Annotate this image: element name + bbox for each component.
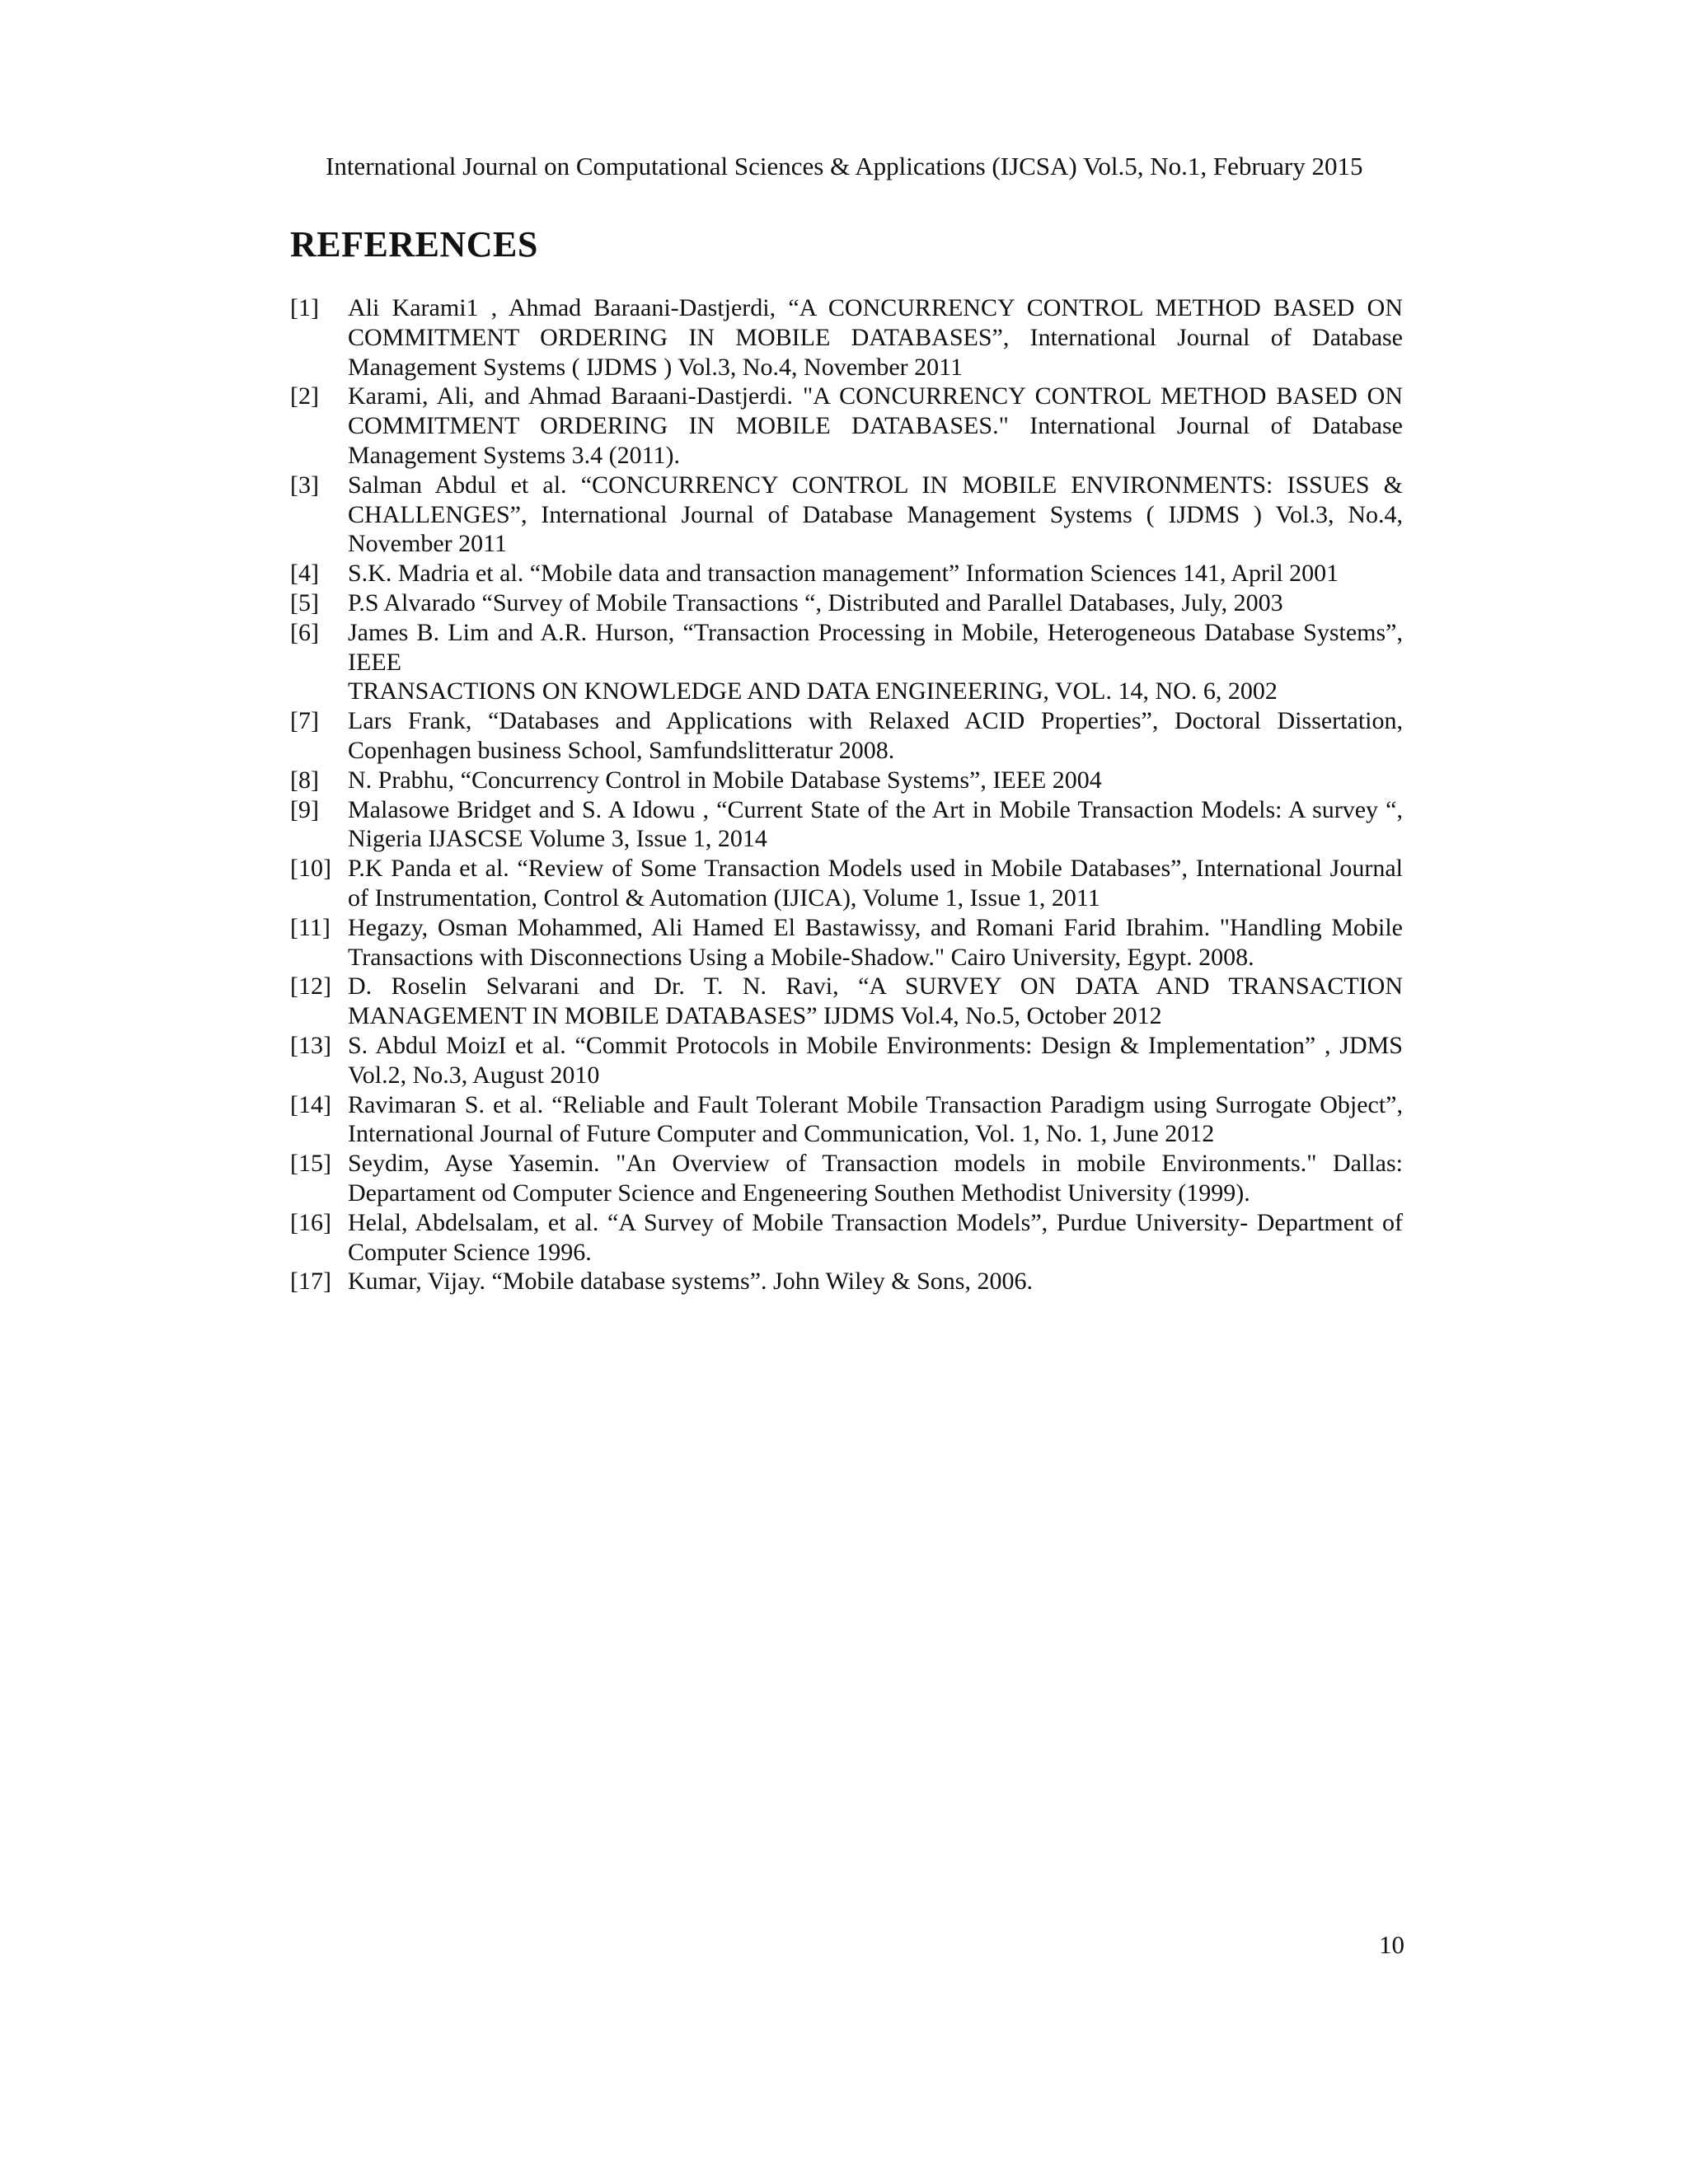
running-header: International Journal on Computational Sciences & Applications (IJCSA) Vol.5, No.1, February 2015 xyxy=(326,152,1363,180)
reference-item xyxy=(290,972,1403,1031)
section-title: REFERENCES xyxy=(290,224,538,265)
reference-number: [5] xyxy=(290,588,319,616)
reference-text: Lars Frank, “Databases and Applications with Relaxed ACID Properties”, Doctoral Dissertation, Copenhagen business School, Samfundslitteratur 2008. xyxy=(348,707,1403,764)
reference-item xyxy=(290,559,1403,588)
reference-text: Karami, Ali, and Ahmad Baraani-Dastjerdi. "A CONCURRENCY CONTROL METHOD BASED ON COMMITMENT ORDERING IN MOBILE DATABASES." International Journal of Database Management Systems 3.4 (2011). xyxy=(348,382,1403,469)
reference-item xyxy=(290,795,1403,855)
reference-number: [14] xyxy=(290,1090,331,1118)
reference-text: S.K. Madria et al. “Mobile data and transaction management” Information Sciences 141, April 2001 xyxy=(348,560,1339,588)
reference-item xyxy=(290,1149,1403,1208)
reference-text: P.S Alvarado “Survey of Mobile Transactions “, Distributed and Parallel Databases, July, 2003 xyxy=(348,588,1283,616)
reference-text: S. Abdul MoizI et al. “Commit Protocols in Mobile Environments: Design & Implementation” , JDMS Vol.2, No.3, August 2010 xyxy=(348,1031,1403,1089)
reference-number: [10] xyxy=(290,855,331,883)
reference-number: [2] xyxy=(290,382,319,410)
reference-text: D. Roselin Selvarani and Dr. T. N. Ravi, “A SURVEY ON DATA AND TRANSACTION MANAGEMENT IN MOBILE DATABASES” IJDMS Vol.4, No.5, October 2012 xyxy=(348,972,1403,1030)
reference-text: Hegazy, Osman Mohammed, Ali Hamed El Bastawissy, and Romani Farid Ibrahim. "Handling Mobile Transactions with Disconnections Using a Mobile-Shadow." Cairo University, Egypt. 2008. xyxy=(348,913,1403,971)
reference-number: [3] xyxy=(290,471,319,499)
reference-item xyxy=(290,706,1403,766)
reference-item xyxy=(290,913,1403,972)
page-number: 10 xyxy=(1379,1930,1404,1959)
reference-number: [1] xyxy=(290,294,319,321)
reference-number: [17] xyxy=(290,1268,331,1296)
reference-text: Helal, Abdelsalam, et al. “A Survey of Mobile Transaction Models”, Purdue University- Department of Computer Science 1996. xyxy=(348,1208,1403,1266)
reference-number: [6] xyxy=(290,618,319,646)
reference-text: Seydim, Ayse Yasemin. "An Overview of Transaction models in mobile Environments." Dallas: Departament od Computer Science and Engeneering Southen Methodist University (1999). xyxy=(348,1150,1403,1207)
reference-text: Kumar, Vijay. “Mobile database systems”. John Wiley & Sons, 2006. xyxy=(348,1268,1033,1296)
reference-item xyxy=(290,471,1403,559)
reference-number: [4] xyxy=(290,560,319,588)
reference-text: N. Prabhu, “Concurrency Control in Mobile Database Systems”, IEEE 2004 xyxy=(348,766,1102,794)
reference-number: [12] xyxy=(290,972,331,1001)
reference-number: [13] xyxy=(290,1031,331,1059)
reference-item xyxy=(290,588,1403,618)
reference-text: Ravimaran S. et al. “Reliable and Fault Tolerant Mobile Transaction Paradigm using Surrogate Object”, International Journal of Future Computer and Communication, Vol. 1, No. 1, June 2012 xyxy=(348,1090,1403,1148)
reference-number: [11] xyxy=(290,913,331,941)
reference-item xyxy=(290,766,1403,795)
reference-text: Ali Karami1 , Ahmad Baraani-Dastjerdi, “A CONCURRENCY CONTROL METHOD BASED ON COMMITMENT ORDERING IN MOBILE DATABASES”, International Journal of Database Management Systems ( IJDMS ) Vol.3, No.4, November 2011 xyxy=(348,294,1403,381)
reference-number: [8] xyxy=(290,766,319,794)
reference-text: Salman Abdul et al. “CONCURRENCY CONTROL IN MOBILE ENVIRONMENTS: ISSUES & CHALLENGES”, International Journal of Database Management Systems ( IJDMS ) Vol.3, No.4, November 2011 xyxy=(348,471,1403,558)
reference-number: [9] xyxy=(290,795,319,823)
reference-item xyxy=(290,382,1403,470)
reference-item xyxy=(290,618,1403,706)
reference-item xyxy=(290,1267,1403,1296)
reference-text: Malasowe Bridget and S. A Idowu , “Current State of the Art in Mobile Transaction Models: A survey “, Nigeria IJASCSE Volume 3, Issue 1, 2014 xyxy=(348,795,1403,853)
reference-item xyxy=(290,293,1403,382)
reference-number: [7] xyxy=(290,707,319,735)
reference-item xyxy=(290,854,1403,913)
reference-item xyxy=(290,1031,1403,1090)
reference-number: [16] xyxy=(290,1208,331,1236)
reference-number: [15] xyxy=(290,1150,331,1178)
reference-text: James B. Lim and A.R. Hurson, “Transaction Processing in Mobile, Heterogeneous Database Systems”, IEEE xyxy=(348,618,1403,676)
reference-text: P.K Panda et al. “Review of Some Transaction Models used in Mobile Databases”, International Journal of Instrumentation, Control & Automation (IJICA), Volume 1, Issue 1, 2011 xyxy=(348,855,1403,912)
reference-item xyxy=(290,1208,1403,1268)
reference-list xyxy=(290,293,1403,1296)
reference-continuation: TRANSACTIONS ON KNOWLEDGE AND DATA ENGINEERING, VOL. 14, NO. 6, 2002 xyxy=(348,677,1278,705)
reference-item xyxy=(290,1090,1403,1150)
